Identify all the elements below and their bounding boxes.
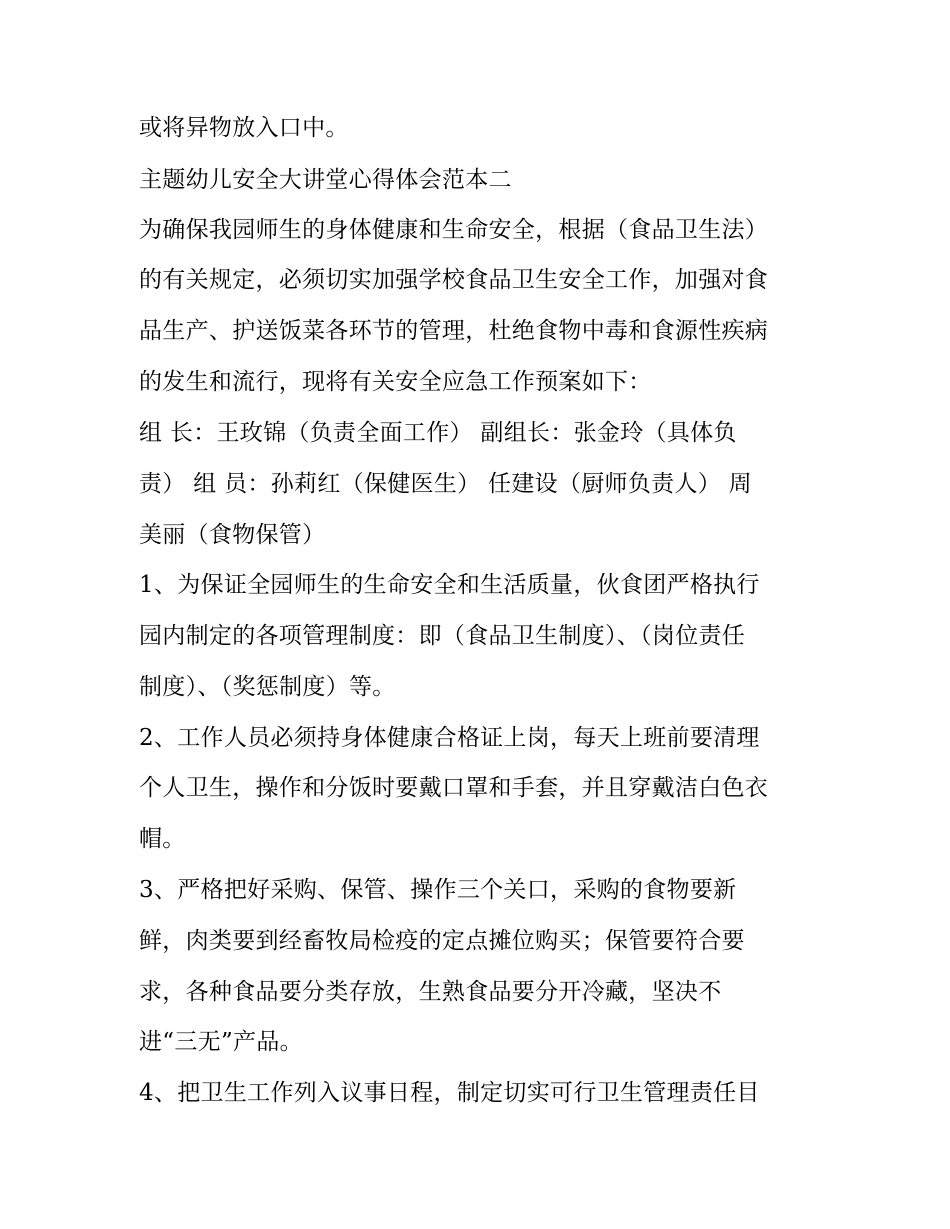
text-line-14: 个人卫生，操作和分饭时要戴口罩和手套，并且穿戴洁白色衣 [139, 775, 769, 801]
text-line-9: 美丽（食物保管） [139, 522, 326, 548]
text-line-13: 2、工作人员必须持身体健康合格证上岗，每天上班前要清理 [139, 725, 760, 751]
text-line-20: 4、把卫生工作列入议事日程，制定切实可行卫生管理责任目 [139, 1080, 760, 1106]
text-line-15: 帽。 [139, 826, 186, 852]
text-line-3: 为确保我园师生的身体健康和生命安全，根据（食品卫生法） [139, 217, 769, 243]
text-line-5: 品生产、护送饭菜各环节的管理，杜绝食物中毒和食源性疾病 [139, 318, 769, 344]
text-line-10: 1、为保证全园师生的生命安全和生活质量，伙食团严格执行 [139, 572, 760, 598]
text-line-12: 制度）、（奖惩制度）等。 [139, 674, 396, 700]
text-line-17: 鲜，肉类要到经畜牧局检疫的定点摊位购买；保管要符合要 [139, 928, 745, 954]
text-line-7: 组 长：王玫锦（负责全面工作） 副组长：张金玲（具体负 [139, 420, 737, 446]
text-line-8: 责） 组 员：孙莉红（保健医生） 任建设（厨师负责人） 周 [139, 471, 752, 497]
text-line-11: 园内制定的各项管理制度：即（食品卫生制度）、（岗位责任 [139, 623, 746, 649]
text-line-18: 求，各种食品要分类存放，生熟食品要分开冷藏，坚决不 [139, 979, 722, 1005]
text-line-16: 3、严格把好采购、保管、操作三个关口，采购的食物要新 [139, 877, 737, 903]
text-line-6: 的发生和流行，现将有关安全应急工作预案如下： [139, 369, 652, 395]
section-heading: 主题幼儿安全大讲堂心得体会范本二 [139, 167, 512, 193]
text-line-1: 或将异物放入口中。 [139, 115, 349, 141]
text-line-4: 的有关规定，必须切实加强学校食品卫生安全工作，加强对食 [139, 267, 769, 293]
text-line-19: 进“三无”产品。 [139, 1029, 303, 1055]
